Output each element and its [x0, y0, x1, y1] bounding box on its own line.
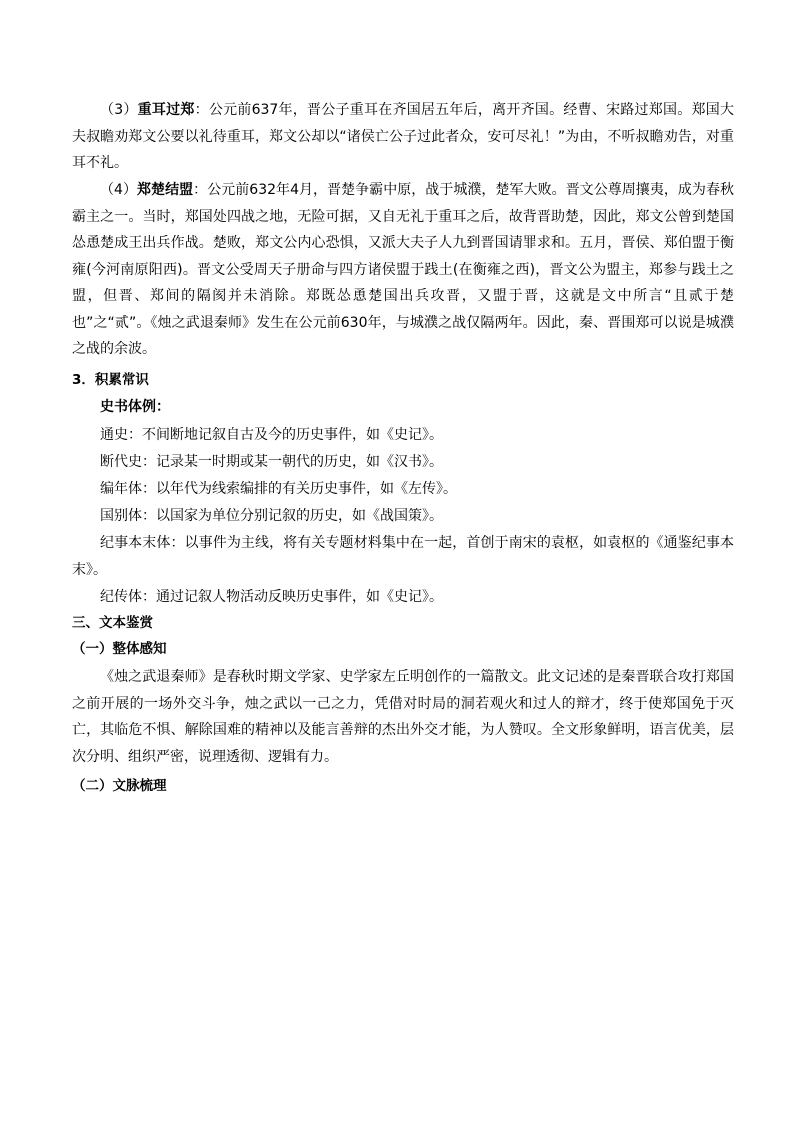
paragraph-body: ：公元前632年4月，晋楚争霸中原，战于城濮，楚军大败。晋文公尊周攘夷，成为春秋霸主之一。当时，郑国处四战之地，无险可据，又自无礼于重耳之后，故背晋助楚，因此，郑文公曾到楚国怂恿楚成王出兵作战。楚败，郑文公内心恐惧，又派大夫子人九到晋国请罪求和。五月，晋侯、郑伯盟于衡雍(今河南原阳西)。晋文公受周天子册命与四方诸侯盟于践土(在衡雍之西)，晋文公为盟主，郑参与践土之盟，但晋、郑间的隔阂并未消除。郑既怂恿楚国出兵攻晋，又盟于晋，这就是文中所言“且贰于楚也”之“贰”。《烛之武退秦师》发生在公元前630年，与城濮之战仅隔两年。因此，秦、晋围郑可以说是城濮之战的余波。 — [72, 182, 734, 357]
sub-heading: （一）整体感知 — [72, 641, 167, 657]
list-item: 编年体：以年代为线索编排的有关历史事件，如《左传》。 — [100, 481, 457, 497]
paragraph-heading: 重耳过郑 — [137, 102, 195, 118]
sub-heading: （二）文脉梳理 — [72, 778, 167, 794]
paragraph-heading: 郑楚结盟 — [137, 182, 194, 198]
paragraph-body: ：公元前637年，晋公子重耳在齐国居五年后，离开齐国。经曹、宋路过郑国。郑国大夫叔瞻劝郑文公要以礼待重耳，郑文公却以“诸侯亡公子过此者众，安可尽礼！”为由，不听叔瞻劝告，对重耳不礼。 — [72, 102, 734, 171]
list-item: 通史：不间断地记叙自古及今的历史事件，如《史记》。 — [100, 427, 443, 443]
paragraph-zheng-chu — [72, 177, 734, 363]
list-item: 纪传体：通过记叙人物活动反映历史事件，如《史记》。 — [100, 589, 443, 605]
list-item: 国别体：以国家为单位分别记叙的历史，如《战国策》。 — [100, 508, 443, 524]
part-heading: 三、文本鉴赏 — [72, 615, 153, 631]
paragraph-number: （3） — [100, 102, 138, 118]
section-heading: 3．积累常识 — [72, 372, 149, 388]
paragraph-chong-er — [72, 97, 734, 177]
paragraph-overview: 《烛之武退秦师》是春秋时期文学家、史学家左丘明创作的一篇散文。此文记述的是秦晋联合攻打郑国之前开展的一场外交斗争，烛之武以一己之力，凭借对时局的洞若观火和过人的辩才，终于使郑国免于灭亡，其临危不惧、解除国难的精神以及能言善辩的杰出外交才能，为人赞叹。全文形象鲜明，语言优美，层次分明、组织严密，说理透彻、逻辑有力。 — [72, 669, 734, 765]
paragraph-number: （4） — [100, 182, 138, 198]
list-item: 纪事本末体：以事件为主线，将有关专题材料集中在一起，首创于南宋的袁枢，如袁枢的《通鉴纪事本末》。 — [72, 535, 734, 578]
list-item: 断代史：记录某一时期或某一朝代的历史，如《汉书》。 — [100, 454, 443, 470]
sub-heading: 史书体例： — [100, 399, 170, 415]
